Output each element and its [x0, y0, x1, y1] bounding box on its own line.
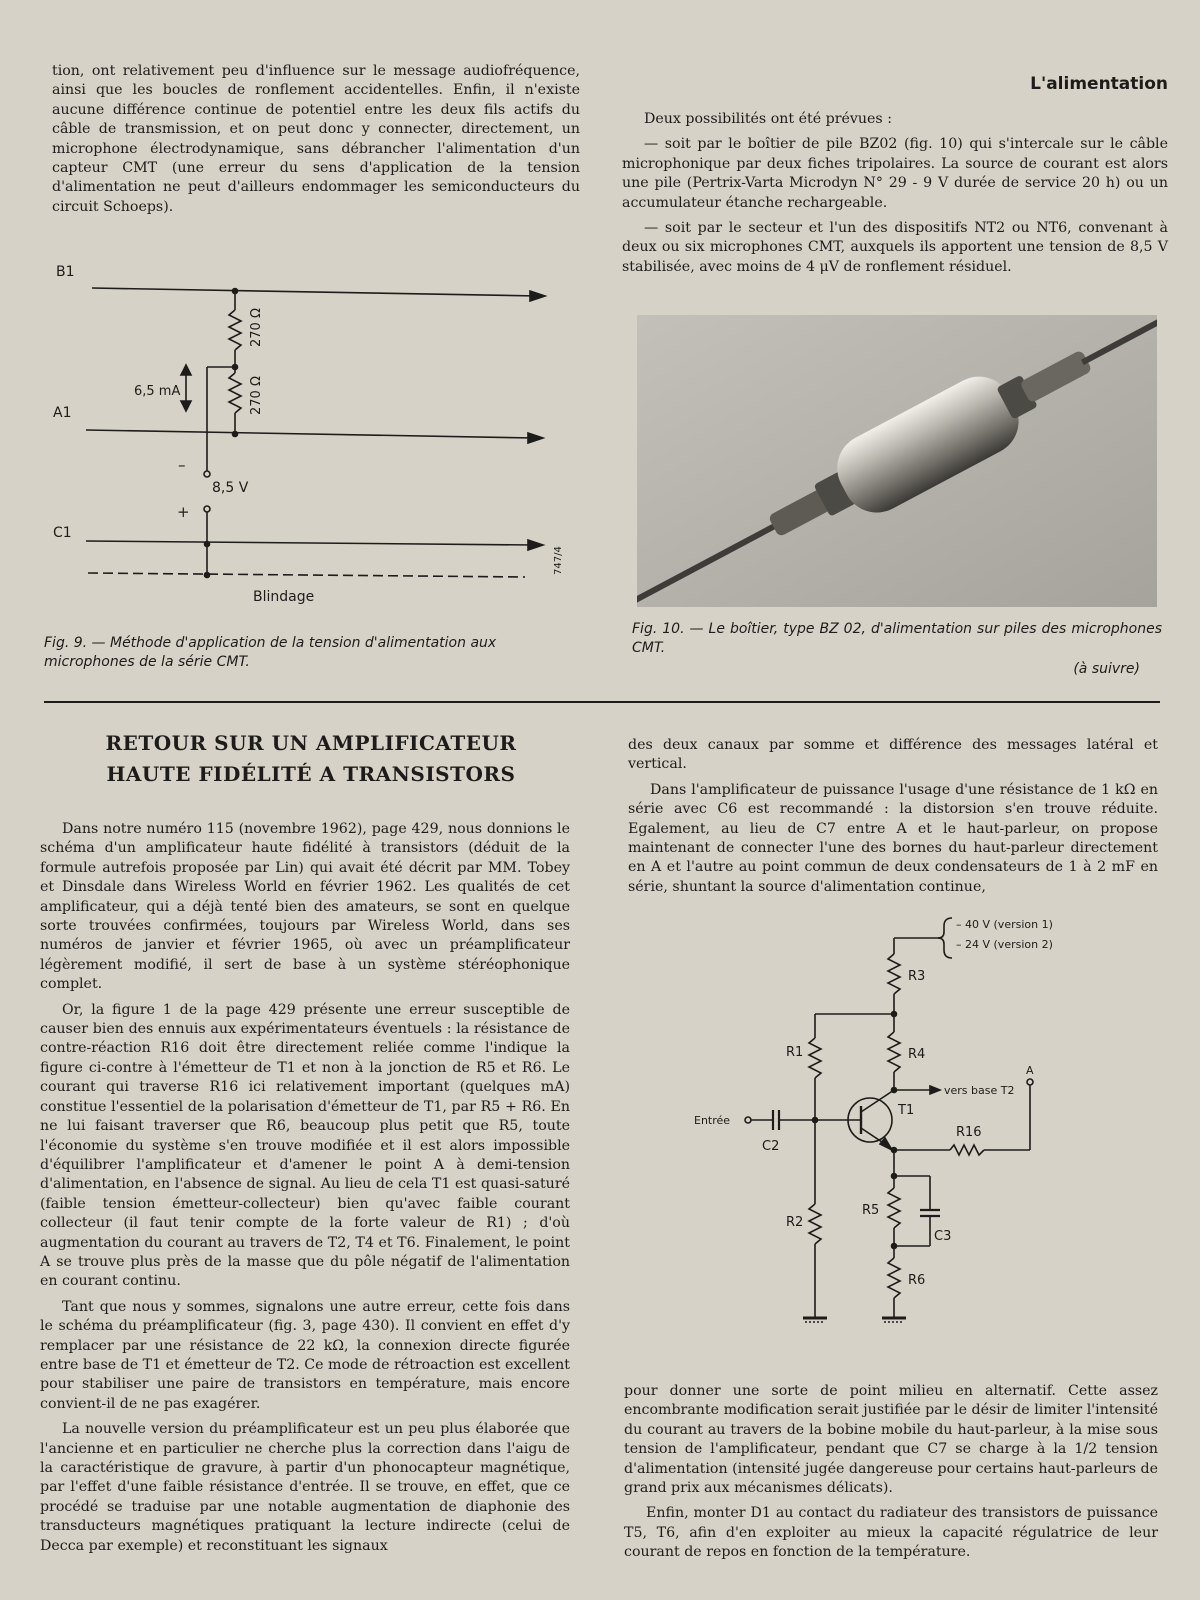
r4-label: R4: [908, 1047, 926, 1062]
alimentation-paragraph-3: — soit par le secteur et l'un des dispositifs NT2 ou NT6, convenant à deux ou six microphones CMT, auxquels ils apportent une tension de 8,5 V stabilisée, avec moins de 4 μV de ronflement résiduel.: [622, 220, 1168, 275]
resistor-r6: [888, 1258, 900, 1298]
article-paragraph-3: Tant que nous y sommes, signalons une autre erreur, cette fois dans le schéma du préamplificateur (fig. 3, page 430). Il convient en effet d'y remplacer par une résistance de 22 kΩ, la connexion directe figurée entre base de T1 et émetteur de T2. Ce mode de rétroaction est excellent pour stabiliser une paire de transistors en température, mais encore convient-il de ne pas exagérer.: [40, 1298, 570, 1412]
b1-arrow: [530, 291, 545, 301]
article-paragraph-1: Dans notre numéro 115 (novembre 1962), page 429, nous donnions le schéma d'un amplificateur haute fidélité à transistors (déduit de la formule autrefois proposée par Lin) qui avait été décrit par MM. Tobey et Dinsdale dans Wireless World en février 1962. Les qualités de cet amplificateur, qui a déjà tenté bien des amateurs, se sont en quelque sorte trouvées confirmées, toujours par Wireless World, dans ses numéros de janvier et février 1965, où avec un préamplificateur légèrement modifié, il sert de base à un système stéréophonique complet.: [40, 821, 570, 993]
supply-bracket: [938, 918, 952, 958]
resistor-r1: [809, 1038, 821, 1078]
label-b1: B1: [56, 264, 75, 280]
resistor-r2: [809, 1204, 821, 1244]
article-paragraph-4: La nouvelle version du préamplificateur est un peu plus élaborée que l'ancienne et en particulier ne cherche plus la correction dans l'aigu de la caractéristique de gravure, à partir d'un phonocapteur magnétique, par l'effet d'une faible résistance d'entrée. Il se trouve, en effet, que ce procédé se traduise par une notable augmentation de diaphonie des transducteurs magnétiques pratiquant la lecture indirecte (celui de Decca par exemple) et reconstituant les signaux: [40, 1421, 570, 1554]
alimentation-paragraph-1: Deux possibilités ont été prévues :: [644, 111, 892, 127]
a1-arrow: [528, 433, 543, 443]
input-terminal: [745, 1117, 751, 1123]
fig9-caption: Fig. 9. — Méthode d'application de la tension d'alimentation aux microphones de la série CMT.: [44, 635, 497, 670]
label-current: 6,5 mA: [134, 384, 181, 399]
alimentation-paragraph-2: — soit par le boîtier de pile BZ02 (fig. 10) qui s'intercale sur le câble microphonique par deux fiches tripolaires. La source de courant est alors une pile (Pertrix-Varta Microdyn N° 29 - 9 V durée de service 20 h) ou un accumulateur étanche rechargeable.: [622, 136, 1168, 211]
battery-box-illustration: [637, 315, 1157, 607]
fig10-caption: Fig. 10. — Le boîtier, type BZ 02, d'alimentation sur piles des microphones CMT.: [632, 621, 1162, 656]
vers-base-label: vers base T2: [944, 1084, 1015, 1097]
article-title-line-1: RETOUR SUR UN AMPLIFICATEUR: [105, 731, 517, 755]
t1-label: T1: [898, 1103, 915, 1118]
resistor-r16: [950, 1145, 984, 1155]
resistor-r3: [888, 954, 900, 994]
article-right-column-bottom: [624, 1382, 1158, 1569]
label-minus: –: [178, 456, 186, 474]
fig10-photo: [637, 315, 1157, 607]
label-shield: Blindage: [253, 589, 315, 605]
alimentation-text-block: [622, 110, 1168, 283]
point-a-terminal: [1027, 1079, 1033, 1085]
article-right-paragraph-2: Dans l'amplificateur de puissance l'usage d'une résistance de 1 kΩ en série avec C6 est recommandé : la distorsion s'en trouve réduite. Egalement, au lieu de C7 entre A et le haut-parleur, on propose maintenant de connecter l'une des bornes du haut-parleur directement en A et l'autre au point commun de deux condensateurs de 1 à 2 mF en série, shuntant la source d'alimentation continue,: [628, 781, 1158, 895]
article-right-paragraph-3: pour donner une sorte de point milieu en alternatif. Cette assez encombrante modification serait justifiée par le désir de limiter l'intensité du courant au travers de la bobine mobile du haut-parleur, à la mise sous tension de l'amplificateur, pendant que C7 se charge à la 1/2 tension d'alimentation (intensité jugée dangereuse pour certains haut-parleurs de grand prix aux mécanismes délicats).: [624, 1383, 1159, 1497]
resistor-r5: [888, 1188, 900, 1228]
r2-label: R2: [786, 1215, 804, 1230]
resistor-r4: [888, 1032, 900, 1072]
fig9-diagram: [40, 255, 580, 625]
a1-wire: [86, 430, 535, 438]
amplifier-schematic: [680, 910, 1100, 1350]
r5-label: R5: [862, 1203, 880, 1218]
plus-terminal: [204, 506, 210, 512]
intro-paragraph: tion, ont relativement peu d'influence sur le message audiofréquence, ainsi que les boucles de ronflement accidentelles. Enfin, il n'existe aucune différence continue de potentiel entre les deux fils actifs du câble de transmission, et on peut donc y connecter, directement, un microphone électrodynamique, sans débrancher l'alimentation d'un capteur CMT (une erreur du sens d'application de la tension d'alimentation ne peut d'ailleurs endommager les semiconducteurs du circuit Schoeps).: [52, 63, 580, 215]
label-a1: A1: [53, 405, 72, 421]
article-title-line-2: HAUTE FIDÉLITÉ A TRANSISTORS: [106, 762, 516, 786]
intro-text-block: [52, 62, 580, 223]
article-right-column-top: [628, 736, 1158, 903]
shield-wire: [88, 573, 525, 577]
b1-wire: [92, 288, 538, 296]
point-a-label: A: [1026, 1064, 1034, 1077]
label-voltage: 8,5 V: [212, 480, 249, 496]
section-divider: [44, 701, 1160, 703]
r1-label: R1: [786, 1045, 804, 1060]
r6-label: R6: [908, 1273, 926, 1288]
minus-terminal: [204, 471, 210, 477]
article-title: [52, 728, 570, 790]
c1-arrow: [528, 540, 543, 550]
alimentation-heading: L'alimentation: [1030, 74, 1168, 94]
resistor-270-top: [229, 310, 241, 350]
r3-label: R3: [908, 969, 926, 984]
a-suivre-note: (à suivre): [1073, 661, 1140, 677]
article-left-column: [40, 820, 570, 1562]
c1-wire: [86, 541, 535, 545]
r16-label: R16: [956, 1125, 982, 1140]
label-fig-code: 747/4: [553, 546, 564, 575]
resistor-270-bottom: [229, 373, 241, 413]
supply-v1-label: – 40 V (version 1): [956, 918, 1053, 931]
article-paragraph-2: Or, la figure 1 de la page 429 présente une erreur susceptible de causer bien des ennuis aux expérimentateurs éventuels : la résistance de contre-réaction R16 doit être directement reliée comme l'indique la figure ci-contre à l'émetteur de T1 et non à la jonction de R5 et R6. Le courant qui traverse R16 ici relativement important (quelques mA) constitue l'essentiel de la polarisation d'émetteur de T1, par R5 + R6. En ne lui faisant traverser que R6, beaucoup plus petit que R5, toute l'économie du système s'en trouve modifiée et il est alors impossible d'équilibrer l'amplificateur et d'amener le point A à demi-tension d'alimentation, en l'absence de signal. Au lieu de cela T1 est quasi-saturé (faible tension émetteur-collecteur) bien qu'avec faible courant collecteur (il faut tenir compte de la forte valeur de R1) ; d'où augmentation du courant au travers de T2, T4 et T6. Finalement, le point A se trouve plus près de la masse que du pôle négatif de l'alimentation en courant continu.: [40, 1001, 570, 1290]
label-c1: C1: [53, 525, 72, 541]
supply-v2-label: – 24 V (version 2): [956, 938, 1053, 951]
c2-label: C2: [762, 1139, 780, 1154]
article-right-paragraph-1: des deux canaux par somme et différence des messages latéral et vertical.: [628, 737, 1158, 773]
article-right-paragraph-4: Enfin, monter D1 au contact du radiateur des transistors de puissance T5, T6, afin d'en exploiter au mieux la capacité régulatrice de leur courant de repos en fonction de la température.: [624, 1505, 1158, 1561]
entree-label: Entrée: [694, 1114, 731, 1127]
label-r-bottom: 270 Ω: [249, 376, 264, 415]
label-r-top: 270 Ω: [249, 308, 264, 347]
c3-label: C3: [934, 1229, 952, 1244]
label-plus: +: [177, 503, 190, 521]
